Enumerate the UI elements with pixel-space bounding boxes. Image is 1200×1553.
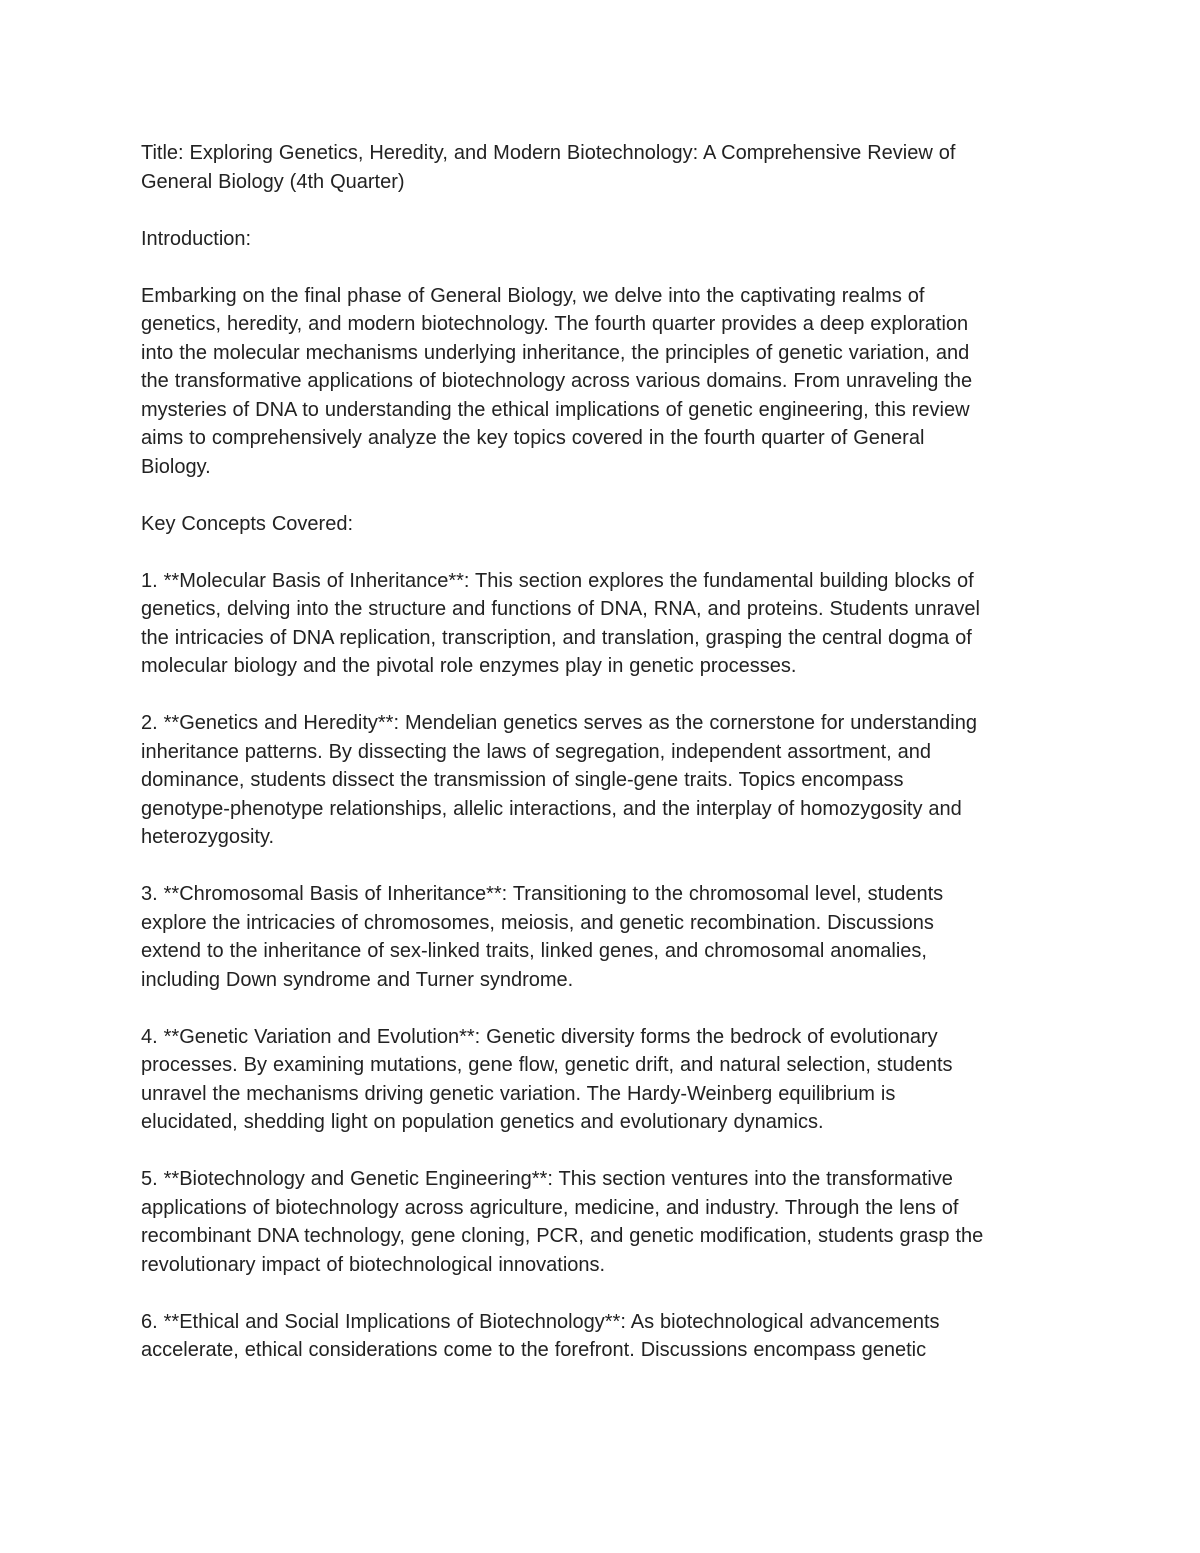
paragraph-line: molecular biology and the pivotal role enzymes play in genetic processes. (141, 655, 797, 677)
paragraph-line: unravel the mechanisms driving genetic variation. The Hardy-Weinberg equilibrium is (141, 1082, 896, 1105)
concept-item-biotechnology (141, 1165, 1071, 1279)
paragraph-line: the transformative applications of biotechnology across various domains. From unraveling the (141, 370, 973, 392)
paragraph-line: accelerate, ethical considerations come to the forefront. Discussions encompass genetic (141, 1339, 927, 1361)
paragraph-line: genotype-phenotype relationships, allelic interactions, and the interplay of homozygosity and (141, 797, 962, 820)
paragraph-line: revolutionary impact of biotechnological innovations. (141, 1253, 606, 1276)
paragraph-line: 4. **Genetic Variation and Evolution**: Genetic diversity forms the bedrock of evolutionary (141, 1025, 938, 1048)
paragraph-line: Biology. (141, 455, 211, 478)
document-body (141, 139, 1071, 1393)
title-line: Title: Exploring Genetics, Heredity, and Modern Biotechnology: A Comprehensive Review of (141, 142, 956, 164)
document-title (141, 139, 1071, 196)
paragraph-line: 2. **Genetics and Heredity**: Mendelian genetics serves as the cornerstone for understanding (141, 712, 977, 734)
introduction-heading: Introduction: (141, 227, 252, 250)
key-concepts-heading: Key Concepts Covered: (141, 512, 354, 535)
paragraph-line: 5. **Biotechnology and Genetic Engineering**: This section ventures into the transformative (141, 1168, 953, 1190)
paragraph-line: including Down syndrome and Turner syndrome. (141, 968, 574, 991)
paragraph-line: aims to comprehensively analyze the key topics covered in the fourth quarter of General (141, 427, 925, 449)
concept-item-molecular-basis (141, 567, 1071, 681)
paragraph-line: explore the intricacies of chromosomes, meiosis, and genetic recombination. Discussions (141, 911, 934, 934)
introduction-paragraph (141, 282, 1071, 482)
paragraph-line: the intricacies of DNA replication, transcription, and translation, grasping the central dogma of (141, 626, 972, 649)
concept-item-ethical-implications (141, 1308, 1071, 1365)
concept-item-chromosomal-basis (141, 880, 1071, 994)
concept-item-genetic-variation (141, 1023, 1071, 1137)
paragraph-line: 3. **Chromosomal Basis of Inheritance**: Transitioning to the chromosomal level, students (141, 883, 944, 905)
concept-item-genetics-heredity (141, 709, 1071, 852)
paragraph-line: recombinant DNA technology, gene cloning, PCR, and genetic modification, students grasp the (141, 1225, 984, 1247)
paragraph-line: extend to the inheritance of sex-linked traits, linked genes, and chromosomal anomalies, (141, 940, 927, 962)
paragraph-line: processes. By examining mutations, gene flow, genetic drift, and natural selection, students (141, 1054, 953, 1076)
paragraph-line: mysteries of DNA to understanding the ethical implications of genetic engineering, this review (141, 398, 970, 421)
paragraph-line: heterozygosity. (141, 826, 275, 848)
paragraph-line: genetics, heredity, and modern biotechnology. The fourth quarter provides a deep exploration (141, 313, 969, 335)
paragraph-line: inheritance patterns. By dissecting the laws of segregation, independent assortment, and (141, 740, 932, 763)
title-line: General Biology (4th Quarter) (141, 170, 405, 193)
paragraph-line: 6. **Ethical and Social Implications of Biotechnology**: As biotechnological advancements (141, 1310, 940, 1333)
paragraph-line: into the molecular mechanisms underlying inheritance, the principles of genetic variation, and (141, 341, 970, 364)
paragraph-line: dominance, students dissect the transmission of single-gene traits. Topics encompass (141, 769, 904, 791)
paragraph-line: applications of biotechnology across agriculture, medicine, and industry. Through the lens of (141, 1196, 959, 1219)
paragraph-line: elucidated, shedding light on population genetics and evolutionary dynamics. (141, 1111, 824, 1133)
paragraph-line: genetics, delving into the structure and functions of DNA, RNA, and proteins. Students unravel (141, 598, 980, 620)
paragraph-line: 1. **Molecular Basis of Inheritance**: This section explores the fundamental building blocks of (141, 569, 974, 592)
paragraph-line: Embarking on the final phase of General Biology, we delve into the captivating realms of (141, 284, 925, 307)
